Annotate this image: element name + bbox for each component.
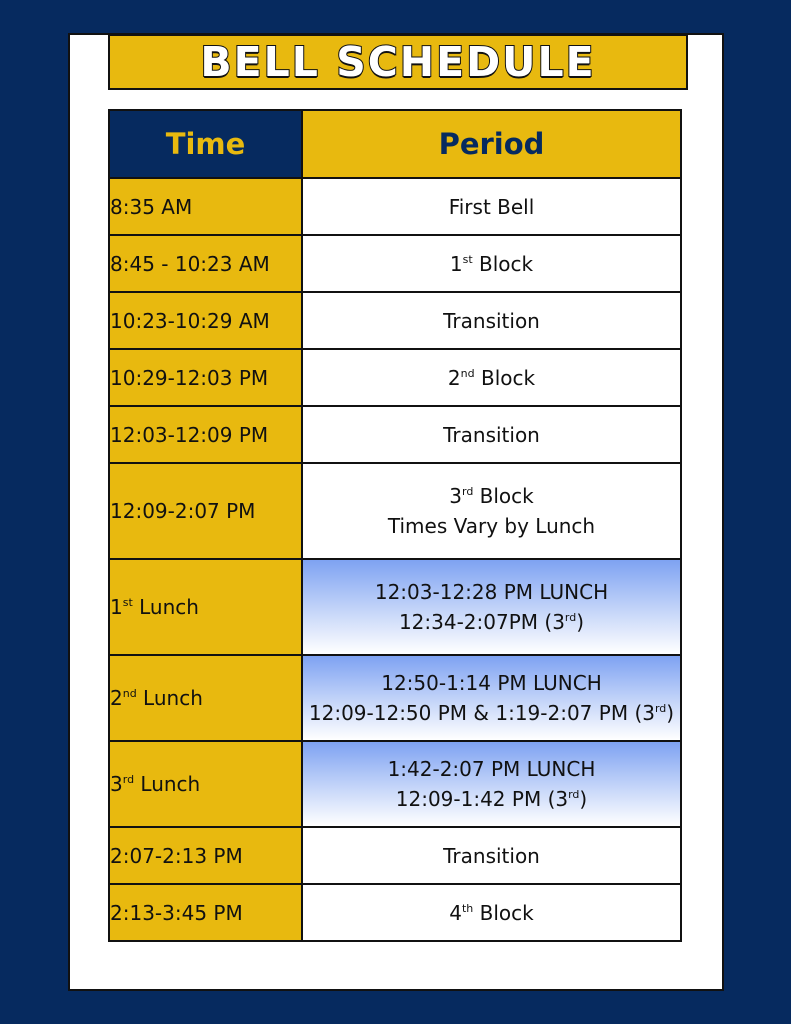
table-row xyxy=(109,349,681,406)
time-cell: 1st Lunch xyxy=(109,559,302,655)
time-cell: 8:45 - 10:23 AM xyxy=(109,235,302,292)
table-row xyxy=(109,559,681,655)
period-cell: Transition xyxy=(302,292,681,349)
table-row xyxy=(109,178,681,235)
table-row xyxy=(109,655,681,741)
table-row xyxy=(109,827,681,884)
period-column-header: Period xyxy=(302,110,681,178)
time-cell: 2nd Lunch xyxy=(109,655,302,741)
time-cell: 8:35 AM xyxy=(109,178,302,235)
table-row xyxy=(109,463,681,559)
period-cell: 4th Block xyxy=(302,884,681,941)
time-cell: 3rd Lunch xyxy=(109,741,302,827)
time-cell: 10:23-10:29 AM xyxy=(109,292,302,349)
title-banner xyxy=(108,34,688,90)
lunch-period-cell: 12:03-12:28 PM LUNCH 12:34-2:07PM (3rd) xyxy=(302,559,681,655)
table-row xyxy=(109,741,681,827)
bell-schedule-table xyxy=(108,109,682,942)
time-cell: 2:07-2:13 PM xyxy=(109,827,302,884)
page-title: BELL SCHEDULE xyxy=(200,38,596,86)
time-column-header: Time xyxy=(109,110,302,178)
table-header-row xyxy=(109,110,681,178)
lunch-period-cell: 12:50-1:14 PM LUNCH 12:09-12:50 PM & 1:19-2:07 PM (3rd) xyxy=(302,655,681,741)
table-row xyxy=(109,292,681,349)
time-cell: 12:09-2:07 PM xyxy=(109,463,302,559)
period-cell: First Bell xyxy=(302,178,681,235)
lunch-period-cell: 1:42-2:07 PM LUNCH 12:09-1:42 PM (3rd) xyxy=(302,741,681,827)
period-cell: 3rd Block Times Vary by Lunch xyxy=(302,463,681,559)
period-cell: 1st Block xyxy=(302,235,681,292)
table-row xyxy=(109,884,681,941)
period-cell: 2nd Block xyxy=(302,349,681,406)
period-cell: Transition xyxy=(302,406,681,463)
time-cell: 10:29-12:03 PM xyxy=(109,349,302,406)
time-cell: 12:03-12:09 PM xyxy=(109,406,302,463)
period-cell: Transition xyxy=(302,827,681,884)
time-cell: 2:13-3:45 PM xyxy=(109,884,302,941)
table-row xyxy=(109,406,681,463)
table-row xyxy=(109,235,681,292)
